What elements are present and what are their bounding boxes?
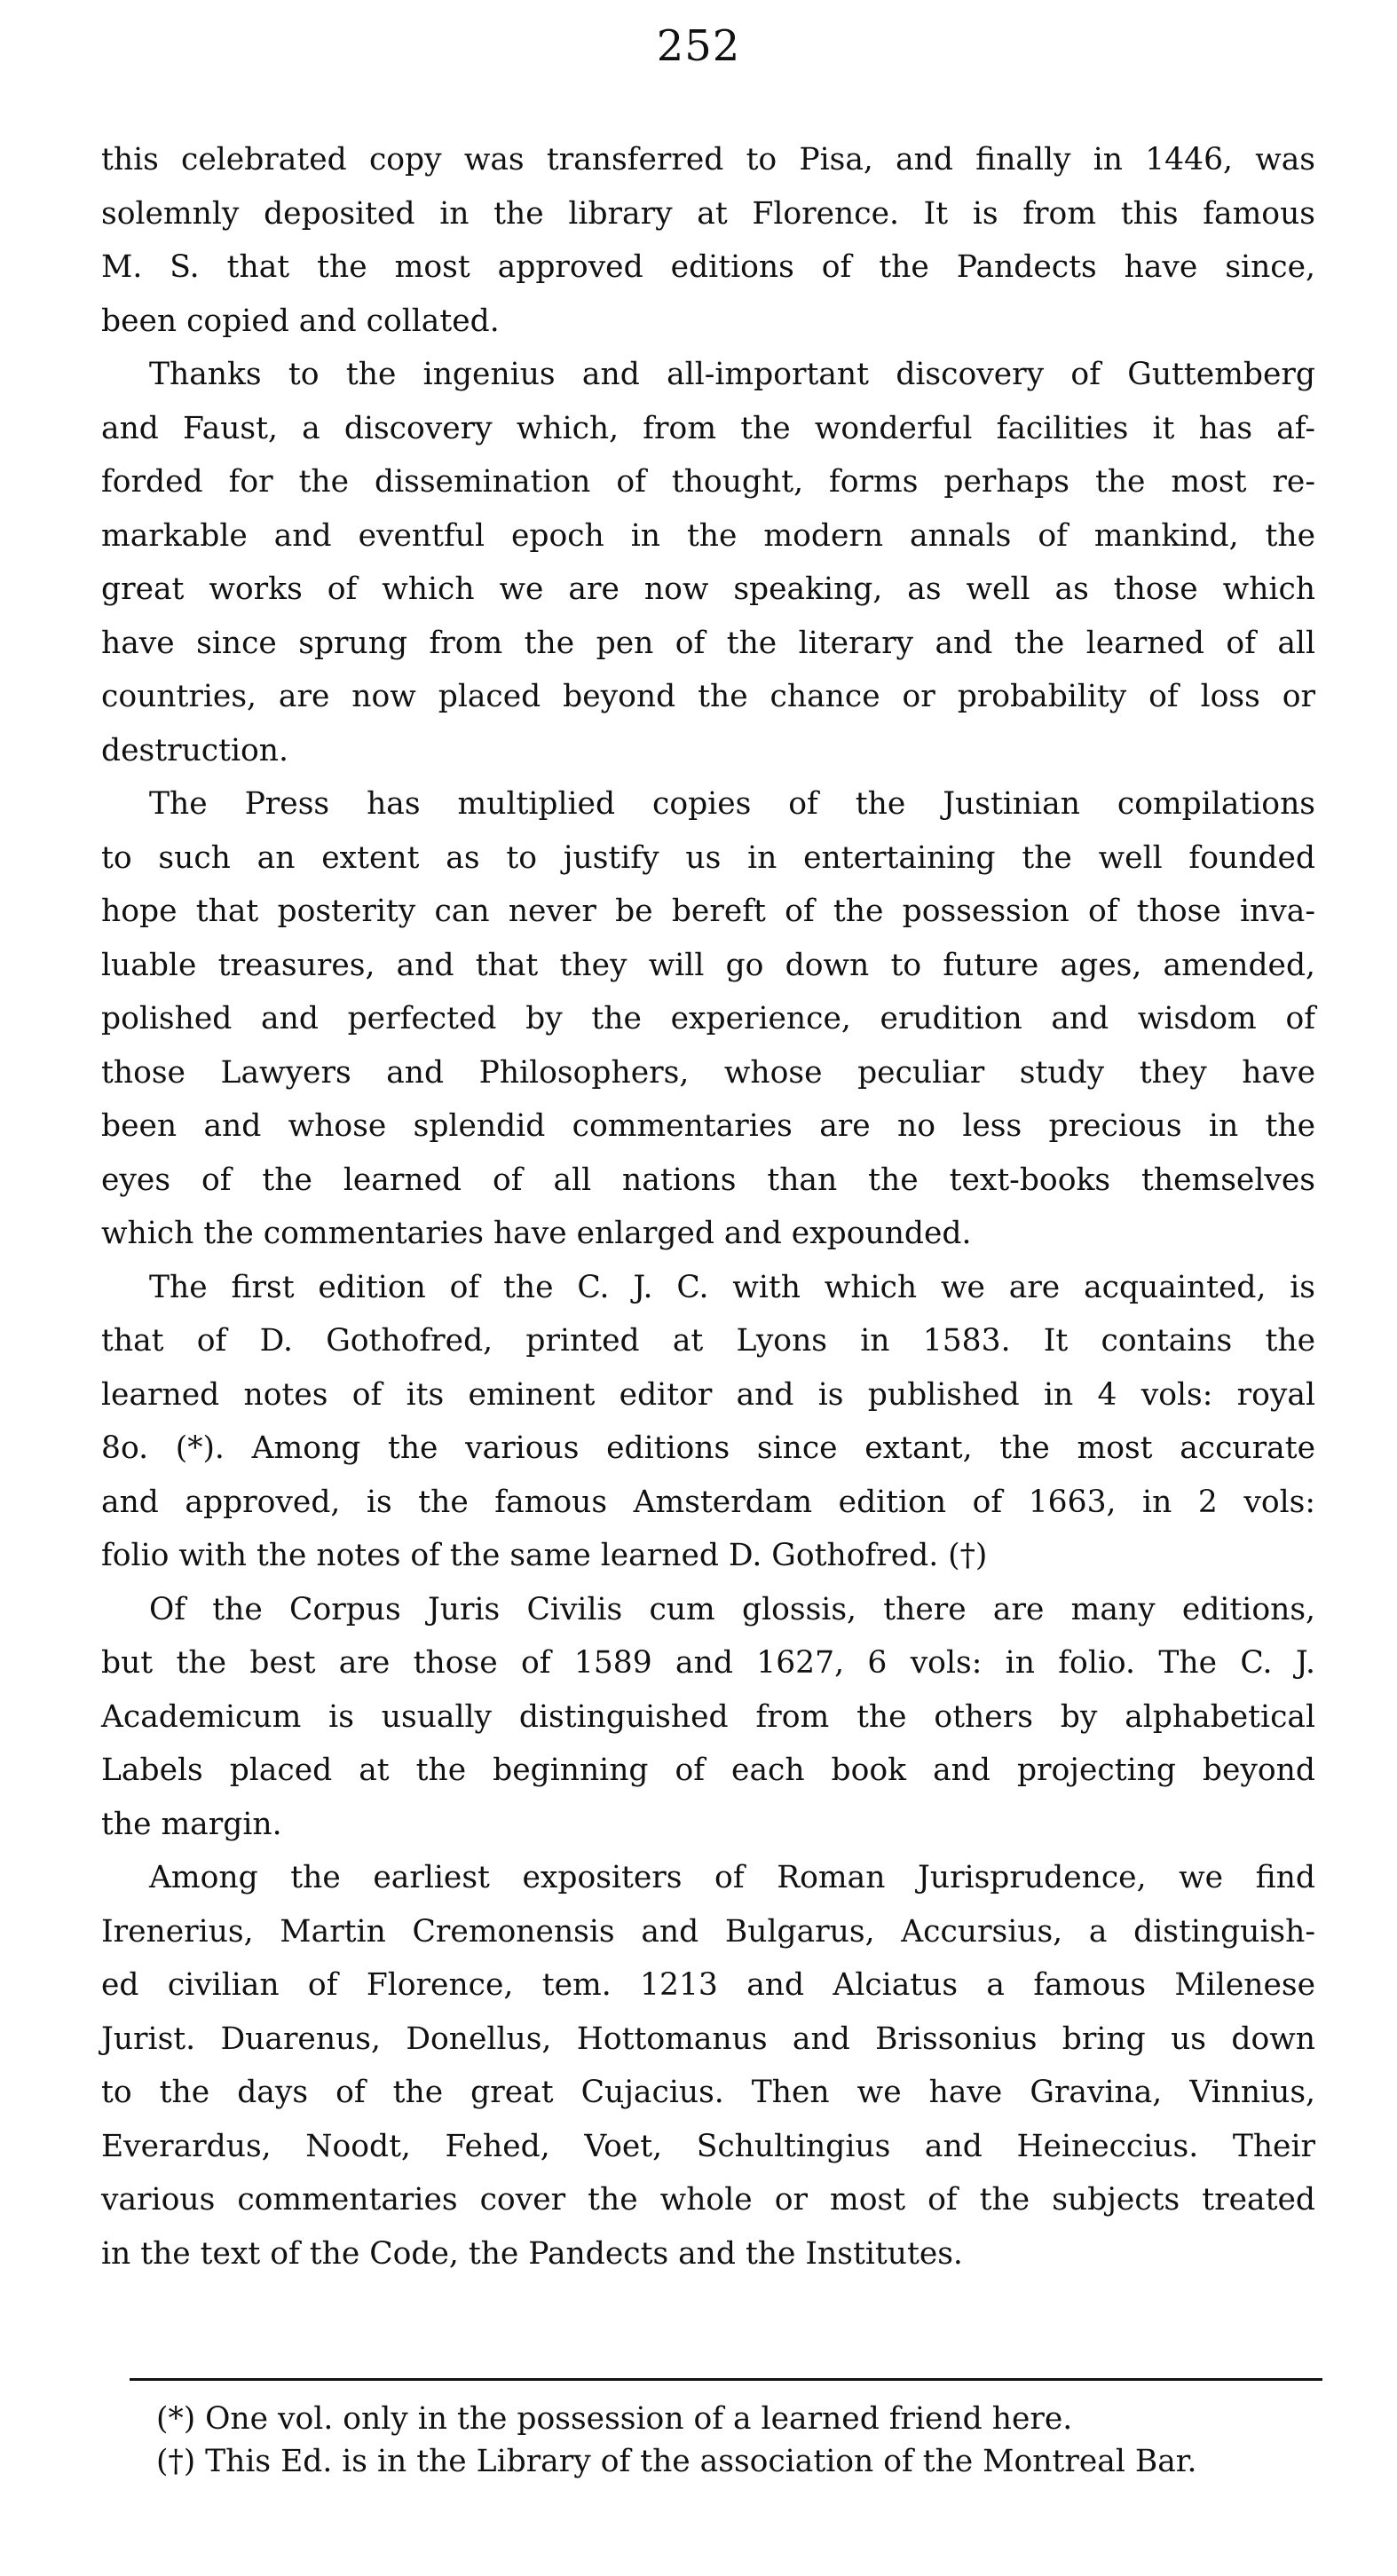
text-line: destruction. [101,732,288,768]
text-line: luable treasures, and that they will go down to future ages, amended, [101,947,1315,983]
text-line: Everardus, Noodt, Fehed, Voet, Schultingius and Heineccius. Their [101,2128,1315,2164]
text-line: been and whose splendid commentaries are no less precious in the [101,1108,1315,1144]
text-line: Academicum is usually distinguished from the others by alphabetical [101,1698,1315,1735]
paragraph [101,133,1315,348]
text-line: ed civilian of Florence, tem. 1213 and Alciatus a famous Milenese [101,1967,1315,2003]
footnote-item: (*) One vol. only in the possession of a learned friend here. [156,2401,1073,2437]
text-line: have since sprung from the pen of the literary and the learned of all [101,625,1315,661]
text-line: Of the Corpus Juris Civilis cum glossis, there are many editions, [149,1591,1315,1627]
text-line: 8o. (*). Among the various editions since extant, the most accurate [101,1430,1315,1466]
text-line: great works of which we are now speaking, as well as those which [101,571,1315,607]
text-line: countries, are now placed beyond the chance or probability of loss or [101,679,1315,714]
text-line: to such an extent as to justify us in entertaining the well founded [101,839,1315,876]
paragraph [101,1583,1315,1852]
text-line: learned notes of its eminent editor and is published in 4 vols: royal [101,1376,1315,1413]
text-line: markable and eventful epoch in the modern annals of mankind, the [101,517,1315,554]
text-line: in the text of the Code, the Pandects and the Institutes. [101,2235,963,2272]
paragraph [101,1851,1315,2281]
text-line: eyes of the learned of all nations than the text-books themselves [101,1162,1315,1198]
text-line: the margin. [101,1806,282,1842]
text-line: solemnly deposited in the library at Florence. It is from this famous [101,195,1315,232]
text-line: those Lawyers and Philosophers, whose peculiar study they have [101,1054,1315,1091]
text-line: and approved, is the famous Amsterdam edition of 1663, in 2 vols: [101,1484,1315,1520]
text-line: polished and perfected by the experience, erudition and wisdom of [101,1001,1315,1036]
footnote-divider [130,2378,1322,2381]
body-text [101,133,1315,2281]
text-line: to the days of the great Cujacius. Then we have Gravina, Vinnius, [101,2075,1315,2110]
text-line: Jurist. Duarenus, Donellus, Hottomanus and Brissonius bring us down [101,2021,1315,2057]
text-line: and Faust, a discovery which, from the wonderful facilities it has af- [101,410,1315,446]
text-line: The Press has multiplied copies of the Justinian compilations [149,786,1315,822]
text-line: forded for the dissemination of thought, forms perhaps the most re- [101,464,1315,500]
text-line: been copied and collated. [101,303,500,339]
text-line: M. S. that the most approved editions of the Pandects have since, [101,249,1315,285]
text-line: Among the earliest expositers of Roman Jurisprudence, we find [149,1860,1315,1895]
text-line: Thanks to the ingenius and all-important discovery of Guttemberg [149,357,1315,392]
text-line: various commentaries cover the whole or most of the subjects treated [101,2182,1315,2218]
text-line: that of D. Gothofred, printed at Lyons in 1583. It contains the [101,1323,1315,1359]
text-line: hope that posterity can never be bereft of the possession of those inva- [101,894,1315,929]
text-line: The first edition of the C. J. C. with which we are acquainted, is [149,1269,1315,1305]
text-line: but the best are those of 1589 and 1627, 6 vols: in folio. The C. J. [101,1645,1315,1681]
text-line: this celebrated copy was transferred to Pisa, and finally in 1446, was [101,142,1315,177]
text-line: folio with the notes of the same learned D. Gothofred. (†) [101,1538,988,1573]
paragraph [101,348,1315,777]
footnote-item: (†) This Ed. is in the Library of the association of the Montreal Bar. [156,2444,1197,2479]
text-line: which the commentaries have enlarged and expounded. [101,1216,972,1251]
text-line: Labels placed at the beginning of each book and projecting beyond [101,1753,1315,1788]
paragraph [101,777,1315,1261]
footnotes [156,2398,1301,2483]
page-number: 252 [656,21,741,71]
paragraph [101,1261,1315,1583]
text-line: Irenerius, Martin Cremonensis and Bulgarus, Accursius, a distinguish- [101,1913,1315,1950]
